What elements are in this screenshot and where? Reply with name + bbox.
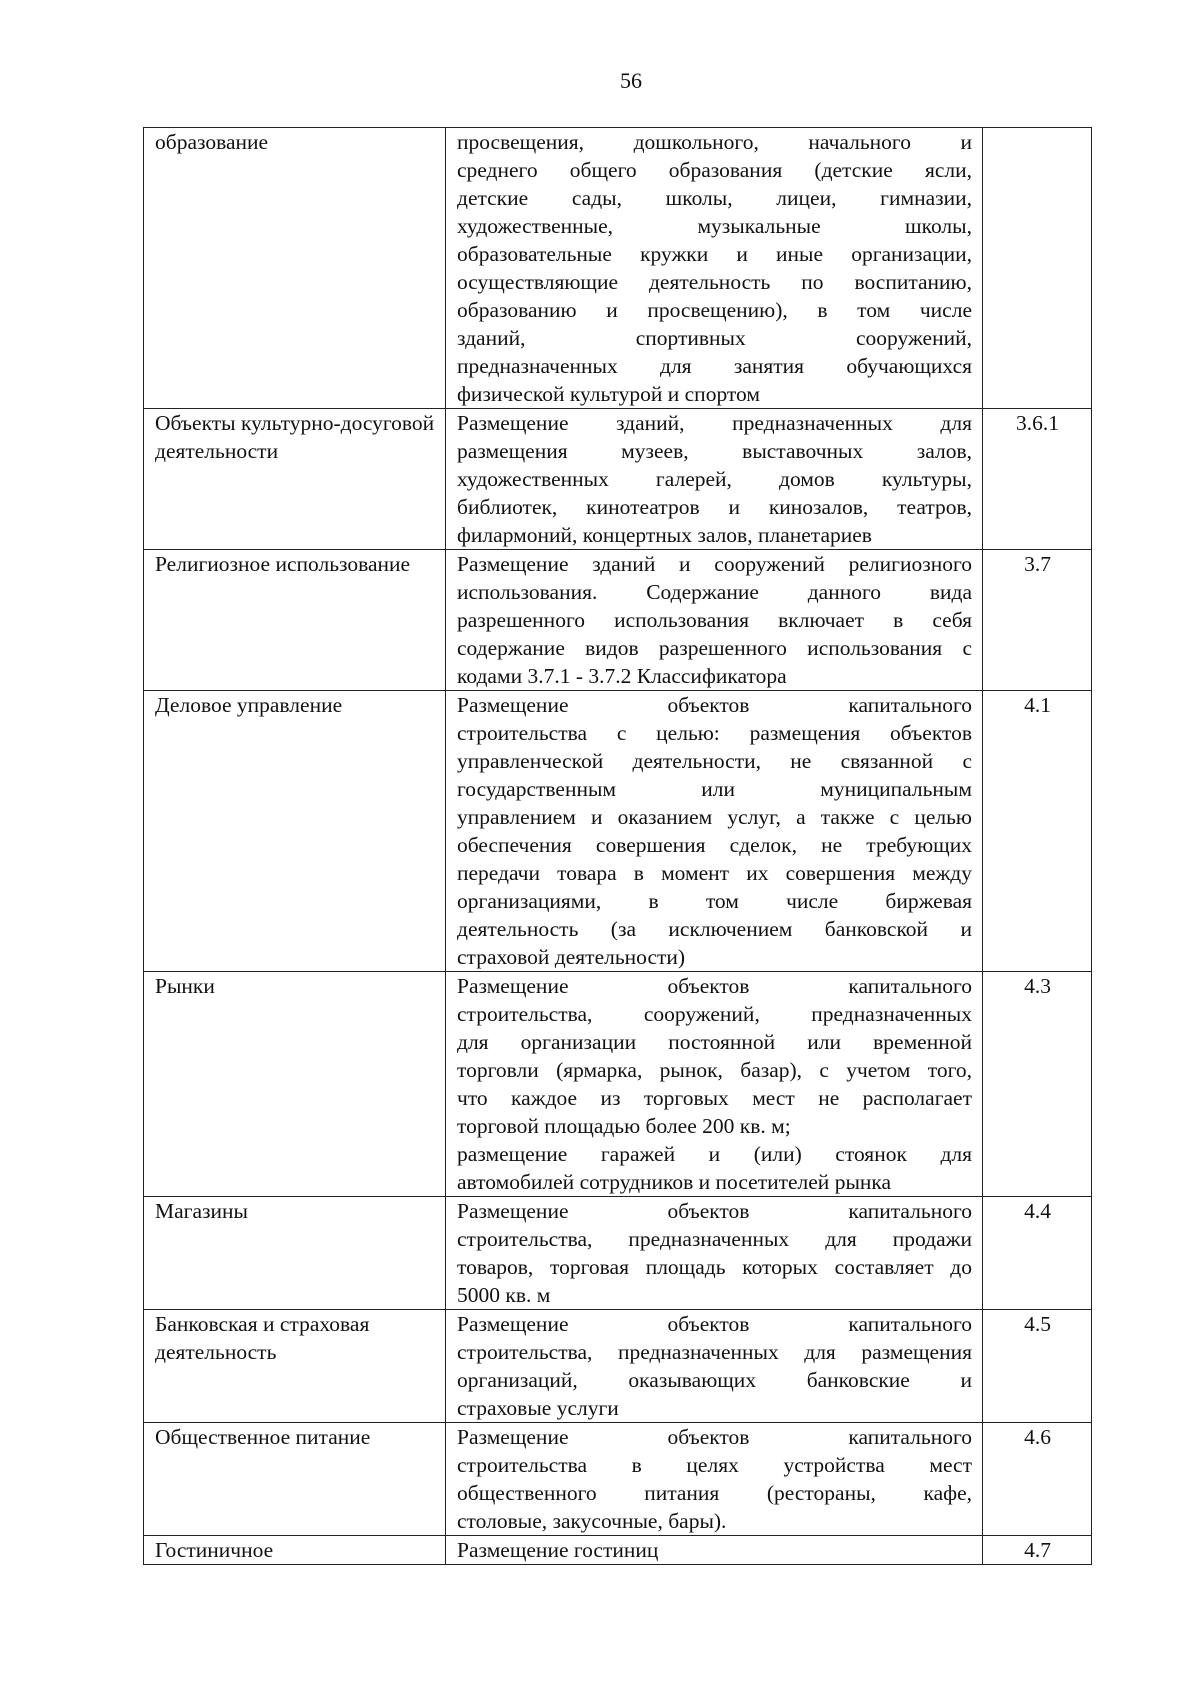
description-line: организаций, оказывающих банковские и (457, 1368, 972, 1392)
use-type-description (446, 1310, 983, 1423)
table-row (144, 1536, 1092, 1565)
description-line: товаров, торговая площадь которых составляет до (457, 1255, 972, 1279)
description-line: государственным или муниципальным (457, 777, 972, 801)
description-line: образованию и просвещению), в том числе (457, 298, 972, 322)
use-type-description (446, 1536, 983, 1565)
land-use-table (143, 127, 1092, 1565)
table-row (144, 1423, 1092, 1536)
use-type-name: Религиозное использование (144, 550, 446, 691)
description-line: организациями, в том числе биржевая (457, 889, 972, 913)
classifier-code: 4.7 (983, 1536, 1092, 1565)
description-line: Размещение объектов капитального (457, 974, 972, 998)
description-line: общественного питания (рестораны, кафе, (457, 1481, 972, 1505)
use-type-name: Деловое управление (144, 691, 446, 972)
description-line: деятельность (за исключением банковской и (457, 917, 972, 941)
description-line: управленческой деятельности, не связанной с (457, 749, 972, 773)
description-line: предназначенных для занятия обучающихся (457, 354, 972, 378)
description-line: строительства, сооружений, предназначенных (457, 1002, 972, 1026)
description-line: зданий, спортивных сооружений, (457, 326, 972, 350)
description-line: столовые, закусочные, бары). (457, 1509, 727, 1533)
description-line: художественные, музыкальные школы, (457, 214, 972, 238)
table-row (144, 691, 1092, 972)
use-type-description (446, 550, 983, 691)
use-type-description (446, 1197, 983, 1310)
description-line: содержание видов разрешенного использования с (457, 636, 972, 660)
use-type-name: Рынки (144, 972, 446, 1197)
table-row (144, 409, 1092, 550)
description-line: размещения музеев, выставочных залов, (457, 439, 972, 463)
description-line: обеспечения совершения сделок, не требующих (457, 833, 972, 857)
use-type-description (446, 1423, 983, 1536)
use-type-description (446, 409, 983, 550)
table-body (144, 128, 1092, 1565)
description-line: кодами 3.7.1 - 3.7.2 Классификатора (457, 664, 787, 688)
description-line: страховые услуги (457, 1396, 619, 1420)
description-line: размещение гаражей и (или) стоянок для (457, 1142, 972, 1166)
use-type-name: Общественное питание (144, 1423, 446, 1536)
use-type-description (446, 128, 983, 409)
description-line: художественных галерей, домов культуры, (457, 467, 972, 491)
use-type-description (446, 691, 983, 972)
description-line: для организации постоянной или временной (457, 1030, 972, 1054)
description-line: строительства, предназначенных для размещения (457, 1340, 972, 1364)
classifier-code: 4.4 (983, 1197, 1092, 1310)
classifier-code (983, 128, 1092, 409)
description-line: строительства в целях устройства мест (457, 1453, 972, 1477)
description-line: Размещение зданий и сооружений религиозного (457, 552, 972, 576)
description-line: торговой площадью более 200 кв. м; (457, 1114, 791, 1138)
table-row (144, 972, 1092, 1197)
use-type-name: образование (144, 128, 446, 409)
description-line: строительства, предназначенных для продажи (457, 1227, 972, 1251)
table-row (144, 1310, 1092, 1423)
description-line: Размещение объектов капитального (457, 1425, 972, 1449)
description-line: торговли (ярмарка, рынок, базар), с учетом того, (457, 1058, 972, 1082)
description-line: Размещение объектов капитального (457, 693, 972, 717)
description-line: образовательные кружки и иные организации, (457, 242, 972, 266)
use-type-name: Магазины (144, 1197, 446, 1310)
use-type-name: Объекты культурно-досуговой деятельности (144, 409, 446, 550)
description-line: библиотек, кинотеатров и кинозалов, театров, (457, 495, 972, 519)
description-line: передачи товара в момент их совершения между (457, 861, 972, 885)
classifier-code: 4.3 (983, 972, 1092, 1197)
description-line: автомобилей сотрудников и посетителей рынка (457, 1170, 892, 1194)
use-type-name: Банковская и страховая деятельность (144, 1310, 446, 1423)
description-line: осуществляющие деятельность по воспитанию, (457, 270, 972, 294)
description-line: Размещение объектов капитального (457, 1312, 972, 1336)
table-row (144, 1197, 1092, 1310)
description-line: управлением и оказанием услуг, а также с целью (457, 805, 972, 829)
description-line: Размещение гостиниц (457, 1538, 659, 1562)
description-line: филармоний, концертных залов, планетариев (457, 523, 872, 547)
description-line: страховой деятельности) (457, 945, 686, 969)
description-line: просвещения, дошкольного, начального и (457, 130, 972, 154)
table-row (144, 128, 1092, 409)
description-line: 5000 кв. м (457, 1283, 551, 1307)
use-type-description (446, 972, 983, 1197)
description-line: использования. Содержание данного вида (457, 580, 972, 604)
page-number: 56 (620, 68, 642, 93)
description-line: разрешенного использования включает в себя (457, 608, 972, 632)
classifier-code: 4.5 (983, 1310, 1092, 1423)
description-line: физической культурой и спортом (457, 382, 760, 406)
classifier-code: 4.1 (983, 691, 1092, 972)
description-line: строительства с целью: размещения объектов (457, 721, 972, 745)
classifier-code: 4.6 (983, 1423, 1092, 1536)
table-row (144, 550, 1092, 691)
classifier-code: 3.7 (983, 550, 1092, 691)
description-line: что каждое из торговых мест не располагает (457, 1086, 972, 1110)
description-line: Размещение зданий, предназначенных для (457, 411, 972, 435)
description-line: детские сады, школы, лицеи, гимназии, (457, 186, 972, 210)
description-line: Размещение объектов капитального (457, 1199, 972, 1223)
description-line: среднего общего образования (детские ясли, (457, 158, 972, 182)
classifier-code: 3.6.1 (983, 409, 1092, 550)
use-type-name: Гостиничное (144, 1536, 446, 1565)
